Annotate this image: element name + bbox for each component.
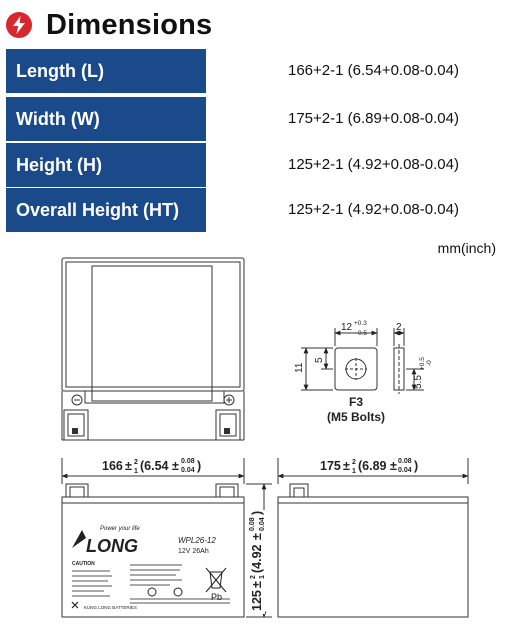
terminal-dim-right-minus: -0 <box>426 360 433 366</box>
svg-text:±: ± <box>172 459 179 473</box>
dimension-label-text: Height (H) <box>16 155 102 175</box>
svg-text:±: ± <box>250 533 264 540</box>
battery-label <box>72 526 230 610</box>
terminal-dim-top: 12 <box>341 322 353 333</box>
label-fine-print <box>72 565 230 603</box>
dimension-label-text: Width (W) <box>16 109 100 129</box>
side-dim-main: 175 <box>320 459 341 473</box>
model-rating: 12V 26Ah <box>178 548 209 555</box>
height-dim-in-lo: 0.04 <box>259 517 266 531</box>
front-dim-tol-lo: 1 <box>134 468 138 475</box>
terminal-bolts: (M5 Bolts) <box>327 410 385 424</box>
pb-label: Pb <box>211 592 223 602</box>
side-dim-tol-lo: 1 <box>352 468 356 475</box>
company-name: KUNG LONG BATTERIES <box>84 605 137 610</box>
terminal-dim-right: 5.5 <box>413 375 424 389</box>
terminal-dim-top-minus: - 0.5 <box>354 330 368 337</box>
height-dim-main: 125 <box>250 590 264 611</box>
side-dim-in-lo: 0.04 <box>398 467 412 474</box>
side-dim-in-hi: 0.08 <box>398 458 412 465</box>
terminal-dim-side: 2 <box>396 322 402 333</box>
terminal-dim-left-inner: 5 <box>314 357 325 363</box>
side-dim-paren: (6.89 <box>358 459 387 473</box>
front-dim-close: ) <box>197 459 202 473</box>
terminal-name: F3 <box>348 395 364 409</box>
dimension-value-height: 125+2-1 (4.92+0.08-0.04) <box>288 156 459 173</box>
height-dim-tol-hi: 2 <box>250 575 257 579</box>
page-title: Dimensions <box>46 8 213 41</box>
brand-tagline: Power your life <box>100 526 140 532</box>
side-dim-tol-hi: 2 <box>352 459 356 466</box>
unit-label: mm(inch) <box>437 240 496 256</box>
terminal-dim-right-plus: +0.5 <box>419 357 426 370</box>
height-label <box>247 510 266 614</box>
dimension-value-overall-height: 125+2-1 (4.92+0.08-0.04) <box>288 201 459 218</box>
terminal-dim-top-plus: +0.3 <box>354 320 367 327</box>
model-number: WPL26-12 <box>178 536 216 545</box>
side-width-label <box>318 456 424 475</box>
svg-text:±: ± <box>343 459 350 473</box>
svg-text:±: ± <box>250 581 264 588</box>
front-dim-in-hi: 0.08 <box>181 458 195 465</box>
height-dim-close: ) <box>250 510 264 515</box>
brand-logo: LONG <box>86 536 138 556</box>
dimension-value-width: 175+2-1 (6.89+0.08-0.04) <box>288 110 459 127</box>
front-dim-in-lo: 0.04 <box>181 467 195 474</box>
dimension-value-length: 166+2-1 (6.54+0.08-0.04) <box>288 62 459 79</box>
height-dim-in-hi: 0.08 <box>249 517 256 531</box>
terminal-dimension-labels <box>294 320 433 424</box>
top-view <box>62 258 244 440</box>
height-dim-tol-lo: 1 <box>259 575 266 579</box>
terminal-dim-left-outer: 11 <box>294 362 305 373</box>
side-view <box>278 484 468 617</box>
side-dim-close: ) <box>414 459 419 473</box>
front-dim-main: 166 <box>102 459 123 473</box>
height-dim-paren: (4.92 <box>250 544 264 573</box>
front-length-label <box>100 456 208 475</box>
front-dim-paren: (6.54 <box>140 459 169 473</box>
dimension-label-text: Length (L) <box>16 61 104 81</box>
svg-text:±: ± <box>390 459 397 473</box>
caution-label: CAUTION <box>72 561 95 567</box>
front-dim-tol-hi: 2 <box>134 459 138 466</box>
svg-text:±: ± <box>125 459 132 473</box>
dimension-label-text: Overall Height (HT) <box>16 200 180 220</box>
